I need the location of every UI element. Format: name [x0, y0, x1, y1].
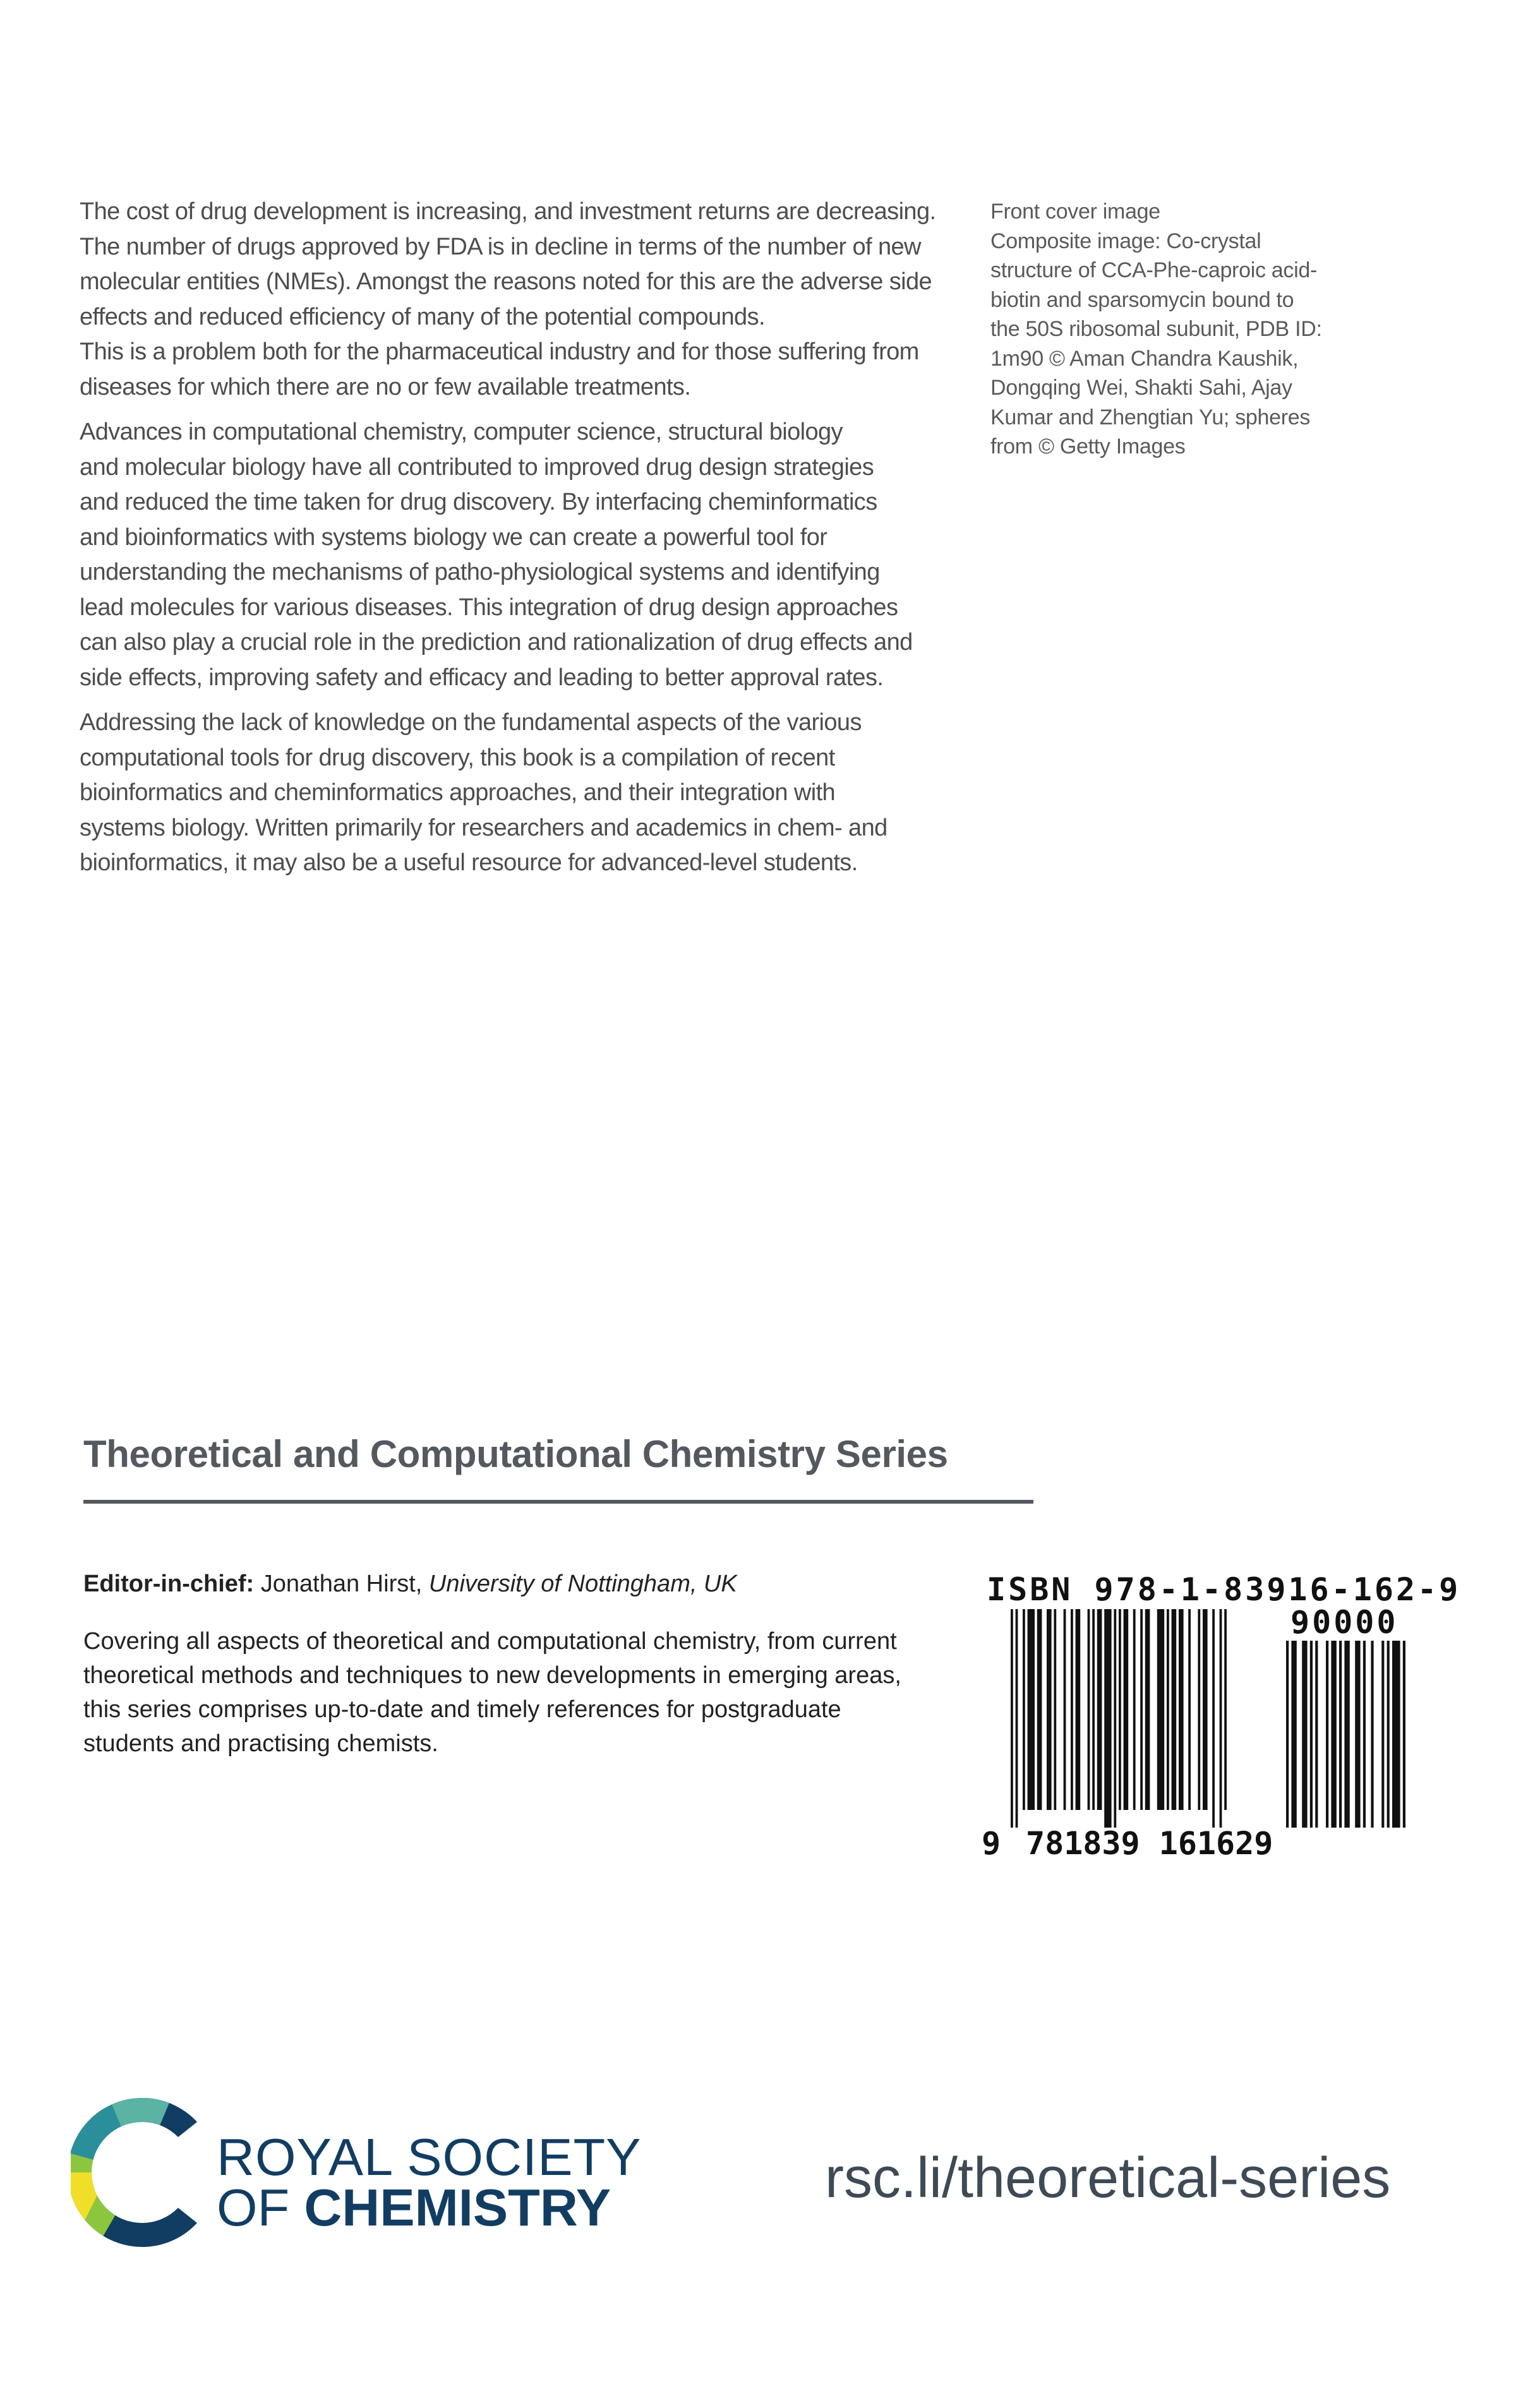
barcode-bar	[1387, 1641, 1390, 1828]
blurb-line: systems biology. Written primarily for researchers and academics in chem- and	[80, 814, 887, 841]
logo-chemistry: CHEMISTRY	[304, 2178, 611, 2237]
barcode-bar	[1224, 1609, 1227, 1810]
barcode-bar	[1286, 1641, 1289, 1828]
barcode-bar	[1167, 1609, 1169, 1810]
barcode-bar	[1028, 1609, 1035, 1810]
barcode-bar	[1157, 1609, 1164, 1810]
barcode-bar	[1179, 1609, 1184, 1810]
barcode-bar	[1188, 1609, 1191, 1810]
barcode-bar	[1326, 1641, 1328, 1828]
blurb-line: Addressing the lack of knowledge on the fundamental aspects of the various	[80, 709, 862, 736]
ean-first-digit: 9	[982, 1825, 1001, 1862]
credit-line: Kumar and Zhengtian Yu; spheres	[990, 405, 1311, 429]
barcode-bar	[1145, 1609, 1150, 1810]
ean-digits: 781839 161629	[1026, 1825, 1273, 1862]
series-description-line: this series comprises up-to-date and timely references for postgraduate	[83, 1696, 841, 1723]
logo-wordmark-line2	[217, 2177, 611, 2238]
credit-line: from © Getty Images	[990, 434, 1186, 458]
series-url-link[interactable]: rsc.li/theoretical-series	[825, 2147, 1391, 2210]
barcode-bar	[1088, 1609, 1090, 1810]
blurb-line: effects and reduced efficiency of many of the potential compounds.	[80, 303, 765, 330]
barcode-bar	[1302, 1641, 1307, 1828]
back-cover-blurb	[80, 195, 964, 891]
blurb-line: This is a problem both for the pharmaceutical industry and for those suffering from	[80, 338, 919, 365]
series-description-line: students and practising chemists.	[83, 1730, 438, 1757]
blurb-line: understanding the mechanisms of patho-physiological systems and identifying	[80, 559, 880, 585]
blurb-line: molecular entities (NMEs). Amongst the reasons noted for this are the adverse side	[80, 268, 932, 295]
credit-line: Front cover image	[990, 200, 1160, 224]
credit-line: Dongqing Wei, Shakti Sahi, Ajay	[990, 376, 1292, 400]
barcode-bar	[1092, 1609, 1095, 1810]
barcode-bar	[1071, 1609, 1073, 1810]
barcode-bar	[1172, 1609, 1177, 1810]
barcode-bar	[1315, 1641, 1318, 1828]
credit-line: 1m90 © Aman Chandra Kaushik,	[990, 346, 1299, 371]
blurb-paragraph-2	[80, 415, 964, 695]
series-description-line: Covering all aspects of theoretical and computational chemistry, from current	[83, 1628, 897, 1655]
cover-image-credit	[990, 197, 1369, 462]
barcode-addon-digits: 90000	[1290, 1604, 1399, 1641]
credit-line: structure of CCA-Phe-caproic acid-	[990, 258, 1317, 282]
barcode-bar	[1097, 1609, 1102, 1810]
blurb-line: diseases for which there are no or few available treatments.	[80, 373, 691, 400]
credit-line: the 50S ribosomal subunit, PDB ID:	[990, 317, 1322, 341]
barcode-bar	[1371, 1641, 1373, 1828]
blurb-paragraph-3	[80, 705, 964, 881]
barcode-bar	[1355, 1641, 1360, 1828]
editor-in-chief	[83, 1571, 737, 1598]
blurb-line: can also play a crucial role in the prediction and rationalization of drug effects and	[80, 629, 913, 656]
blurb-line: The cost of drug development is increasing, and investment returns are decreasing.	[80, 198, 936, 225]
barcode-bar	[1198, 1609, 1200, 1810]
barcode-bar	[1331, 1641, 1336, 1828]
addon-barcode	[1285, 1641, 1410, 1828]
barcode-bar	[1133, 1609, 1136, 1810]
blurb-line: and reduced the time taken for drug discovery. By interfacing cheminformatics	[80, 489, 877, 515]
barcode-bar	[1023, 1609, 1025, 1810]
blurb-line: bioinformatics, it may also be a useful resource for advanced-level students.	[80, 849, 858, 876]
rsc-logo-icon	[71, 2097, 210, 2248]
editor-affiliation: University of Nottingham, UK	[428, 1571, 737, 1597]
barcode-bar	[1016, 1609, 1018, 1828]
barcode-bar	[1392, 1641, 1400, 1828]
barcode-bar	[1047, 1609, 1052, 1810]
barcode-bar	[1381, 1641, 1384, 1828]
blurb-paragraph-1	[80, 195, 964, 405]
barcode-bar	[1363, 1641, 1366, 1828]
series-description	[83, 1624, 1006, 1761]
credit-line: biotin and sparsomycin bound to	[990, 287, 1294, 312]
barcode-bar	[1114, 1609, 1116, 1828]
barcode-bar	[1076, 1609, 1081, 1810]
barcode-bar	[1344, 1641, 1349, 1828]
blurb-line: and molecular biology have all contributed to improved drug design strategies	[80, 453, 874, 481]
blurb-line: Advances in computational chemistry, computer science, structural biology	[80, 419, 843, 445]
blurb-line: bioinformatics and cheminformatics approaches, and their integration with	[80, 779, 836, 806]
blurb-line: and bioinformatics with systems biology we can create a powerful tool for	[80, 524, 827, 551]
barcode-bar	[1064, 1609, 1066, 1810]
barcode-bar	[1203, 1609, 1208, 1810]
blurb-line: side effects, improving safety and efficacy and leading to better approval rates.	[80, 664, 884, 691]
blurb-line: lead molecules for various diseases. This integration of drug design approaches	[80, 594, 898, 621]
logo-wordmark-line1: ROYAL SOCIETY	[217, 2128, 642, 2186]
barcode-bar	[1220, 1609, 1222, 1828]
blurb-line: The number of drugs approved by FDA is in decline in terms of the number of new	[80, 233, 921, 260]
barcode-bar	[1119, 1609, 1121, 1810]
credit-line: Composite image: Co-crystal	[990, 229, 1261, 253]
isbn-text: ISBN 978-1-83916-162-9	[987, 1571, 1461, 1608]
barcode-bar	[1011, 1609, 1013, 1828]
editor-name: Jonathan Hirst,	[260, 1571, 423, 1597]
barcode-bar	[1310, 1641, 1313, 1828]
series-title: Theoretical and Computational Chemistry Series	[83, 1433, 948, 1475]
editor-label: Editor-in-chief:	[83, 1571, 255, 1597]
barcode-bar	[1291, 1641, 1296, 1828]
logo-of: OF	[217, 2178, 304, 2237]
ean-barcode	[1009, 1609, 1262, 1828]
series-divider	[83, 1500, 1033, 1504]
barcode-bar	[1339, 1641, 1342, 1828]
blurb-line: computational tools for drug discovery, this book is a compilation of recent	[80, 744, 835, 771]
barcode-bar	[1140, 1609, 1143, 1810]
series-description-line: theoretical methods and techniques to new developments in emerging areas,	[83, 1662, 901, 1689]
barcode-bar	[1124, 1609, 1129, 1810]
barcode-bar	[1403, 1641, 1405, 1828]
barcode-bar	[1037, 1609, 1042, 1810]
barcode-bar	[1212, 1609, 1215, 1828]
barcode-bar	[1104, 1609, 1111, 1828]
barcode-bar	[1054, 1609, 1056, 1810]
